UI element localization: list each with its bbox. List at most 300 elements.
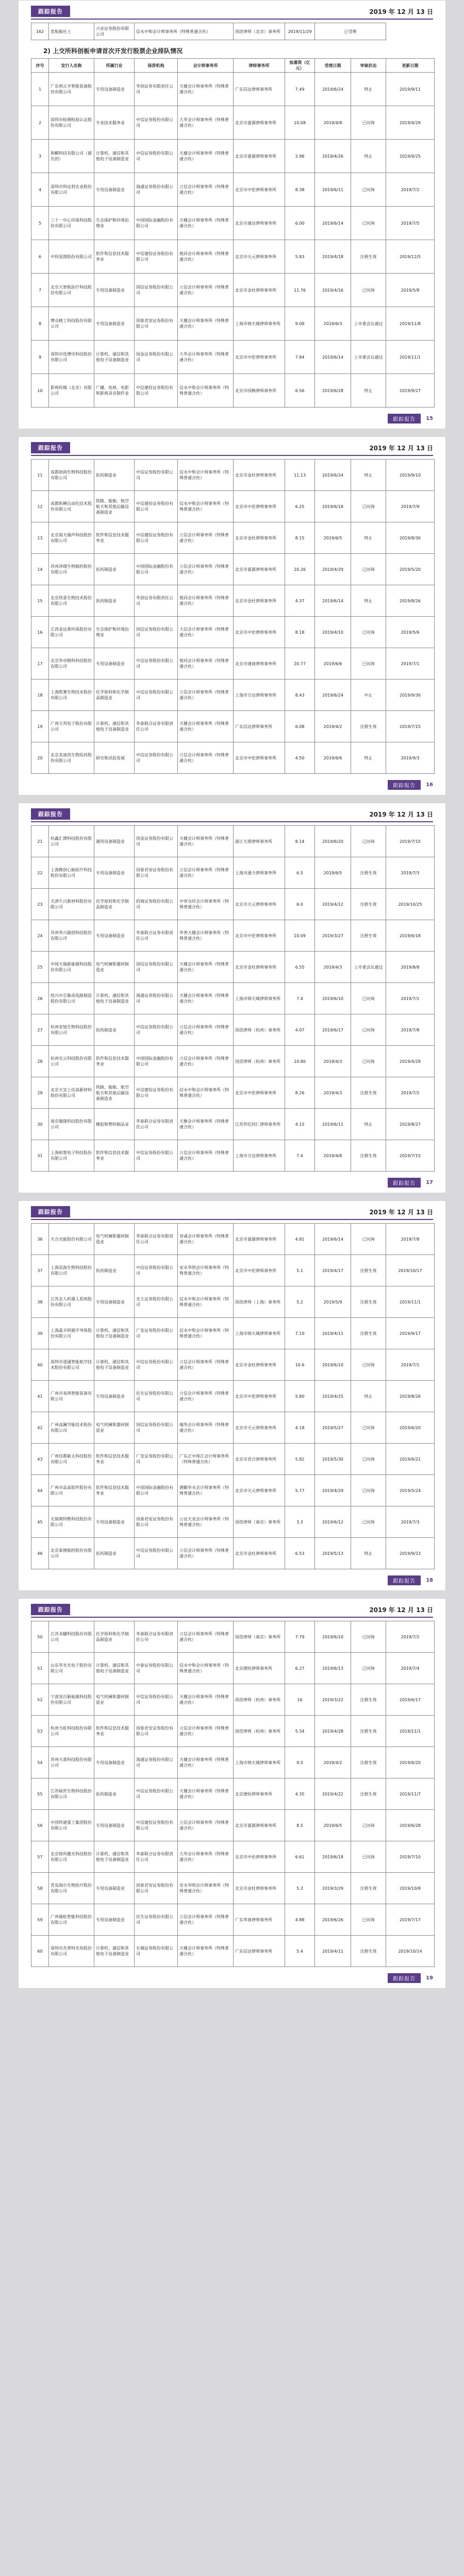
table-cell: 2019/9/25 xyxy=(386,140,435,173)
table-cell: 2019/7/15 xyxy=(386,826,435,857)
table-cell: 华泰联合证券有限责任公司 xyxy=(135,920,178,952)
table-cell: 光大证券股份有限公司 xyxy=(135,1286,178,1318)
header-date: 2019 年 12 月 13 日 xyxy=(369,8,433,15)
table-cell: 计算机、通信和其他电子设备制造业 xyxy=(94,983,135,1014)
table-cell: 2019/3/27 xyxy=(315,920,351,952)
table-cell: 5.1 xyxy=(285,1255,315,1286)
table-cell: 广东利元亨智能装备股份有限公司 xyxy=(49,73,94,106)
table-cell: 28 xyxy=(31,1046,49,1077)
table-cell: 立信会计师事务所（特殊普通合伙） xyxy=(178,1716,234,1747)
table-cell: 2019/4/26 xyxy=(315,140,351,173)
table-cell: 中国国际金融股份有限公司 xyxy=(135,1046,178,1077)
table-cell: 2019/6/18 xyxy=(315,491,351,522)
table-cell: 2019/4/8 xyxy=(315,106,351,140)
table-cell: 广州市易鸿智能装备有限公司 xyxy=(49,1381,94,1412)
table-cell: 6.00 xyxy=(285,207,315,240)
table-cell: 4.07 xyxy=(285,1014,315,1046)
table-cell: 山东华光光电子股份有限公司 xyxy=(49,1653,94,1684)
table-cell: 注册生效 xyxy=(351,1778,386,1810)
table-cell: 2019/4/3 xyxy=(315,1077,351,1109)
table-cell: 2019/6/14 xyxy=(315,1224,351,1255)
column-header: 发行人名称 xyxy=(49,59,94,73)
table-cell: 注册生效 xyxy=(351,857,386,889)
table-row xyxy=(31,711,435,742)
table-cell: 4 xyxy=(31,173,49,207)
table-cell: 2019/5/9 xyxy=(315,1286,351,1318)
header-date: 2019 年 12 月 13 日 xyxy=(369,1209,433,1216)
table-cell: 2019/4/29 xyxy=(386,1046,435,1077)
table-cell: 浙江天册律师事务所 xyxy=(234,826,285,857)
table-cell: 7.79 xyxy=(285,1621,315,1653)
table-row xyxy=(31,1873,435,1904)
table-cell: 26 xyxy=(31,983,49,1014)
table-cell: 18 xyxy=(31,680,49,711)
table-cell: 162 xyxy=(31,23,49,40)
table-cell: 11 xyxy=(31,460,49,491)
table-cell: 国金证券股份有限公司 xyxy=(135,341,178,374)
table-cell: 苏州华兴源创科技股份有限公司 xyxy=(49,920,94,952)
table-cell: 2019/6/18 xyxy=(386,920,435,952)
table-cell: 上海晶丰明源半导体股份有限公司 xyxy=(49,1318,94,1349)
table-cell: 北京市通商律师事务所 xyxy=(234,648,285,680)
table-row xyxy=(31,983,435,1014)
table-cell: 15 xyxy=(31,585,49,617)
table-cell: 注册生效 xyxy=(351,1873,386,1904)
table-cell: 深圳市优博讯科技股份有限公司 xyxy=(49,341,94,374)
table-cell: 南京聚隆科技股份有限公司 xyxy=(49,1109,94,1140)
table-row xyxy=(31,1904,435,1936)
table-cell: 天健会计师事务所（特殊普通合伙） xyxy=(178,711,234,742)
table-cell: 国泰君安证券股份有限公司 xyxy=(135,1873,178,1904)
table-cell: 国信证券股份有限公司 xyxy=(135,1412,178,1444)
table-cell: 11.76 xyxy=(285,274,315,307)
table-cell: 德勤华永会计师事务所（特殊普通合伙） xyxy=(178,1475,234,1506)
table-cell: 国浩律师（杭州）事务所 xyxy=(234,1046,285,1077)
table-cell: 7.10 xyxy=(285,1318,315,1349)
table-cell: 和麒科技有限公司（源氏的） xyxy=(49,140,94,173)
table-row xyxy=(31,1286,435,1318)
table-cell: 上海市方达律师事务所 xyxy=(234,1140,285,1172)
table-cell: 24 xyxy=(31,920,49,952)
header-date: 2019 年 12 月 13 日 xyxy=(369,445,433,452)
header-date: 2019 年 12 月 13 日 xyxy=(369,1606,433,1614)
table-cell: 2019/6/28 xyxy=(386,1810,435,1841)
table-cell: 上海市锦天城律师事务所 xyxy=(234,1747,285,1778)
table-cell: 59 xyxy=(31,1904,49,1936)
table-cell: 立信会计师事务所（特殊普通合伙） xyxy=(178,1046,234,1077)
table-cell: 2019/4/2 xyxy=(315,1747,351,1778)
table-cell: 5.77 xyxy=(285,1475,315,1506)
table-row xyxy=(31,491,435,522)
table-cell: 36 xyxy=(31,1224,49,1255)
table-cell: 4.81 xyxy=(285,1224,315,1255)
table-cell: 北京市天元律师事务所 xyxy=(234,240,285,274)
table-cell: 杭州当虹科技股份有限公司 xyxy=(49,1716,94,1747)
table-cell: 2019/7/8 xyxy=(386,1014,435,1046)
table-cell: 成都雨润生物科技股份有限公司 xyxy=(49,460,94,491)
table-cell: 国浩律师（上海）事务所 xyxy=(234,1286,285,1318)
table-cell: 注册生效 xyxy=(351,1318,386,1349)
table-cell: 北京市金杜律师事务所 xyxy=(234,274,285,307)
table-cell: 中信建投证券股份有限公司 xyxy=(135,374,178,408)
table-cell: 国浩律师（北京）事务所 xyxy=(234,23,285,40)
footer-badge: 跟踪报告 xyxy=(388,414,421,423)
table-cell: 信永中和会计师事务所（特殊普通合伙） xyxy=(178,460,234,491)
table-cell: 北京市国枫律师事务所 xyxy=(234,374,285,408)
table-cell: 北京市金杜律师事务所 xyxy=(234,1349,285,1381)
table-cell: 北京市中伦律师事务所 xyxy=(234,1841,285,1873)
table-cell: 国浩律师（南京）事务所 xyxy=(234,1621,285,1653)
table-cell: 中科星图股份有限公司 xyxy=(49,240,94,274)
table-row xyxy=(31,1255,435,1286)
table-cell: 专用设备制造业 xyxy=(94,173,135,207)
table-cell: 6.25 xyxy=(285,491,315,522)
table-cell: 2019/3/22 xyxy=(315,1684,351,1716)
table-cell: 22 xyxy=(31,857,49,889)
table-cell: 5.34 xyxy=(285,1716,315,1747)
table-cell: 2019/9/10 xyxy=(386,460,435,491)
table-cell: 深圳市科达利实业股份有限公司 xyxy=(49,173,94,207)
table-cell: 2019/8/26 xyxy=(386,585,435,617)
column-header: 审核状态 xyxy=(351,59,386,73)
footer-badge: 跟踪报告 xyxy=(388,780,421,790)
table-cell: 已问询 xyxy=(351,106,386,140)
report-page xyxy=(18,0,446,429)
table-cell: 2019/11/7 xyxy=(386,1778,435,1810)
table-cell: 安永华明会计师事务所（特殊普通合伙） xyxy=(178,1873,234,1904)
table-cell: 成都纵横自动化技术股份有限公司 xyxy=(49,491,94,522)
table-cell: 国浩律师（杭州）事务所 xyxy=(234,1014,285,1046)
report-page xyxy=(18,803,446,1193)
table-cell: 国浩律师（南京）事务所 xyxy=(234,1506,285,1538)
table-cell: 已问询 xyxy=(351,274,386,307)
table-cell: 信永中和会计师事务所（特殊普通合伙） xyxy=(178,1318,234,1349)
header-rule xyxy=(31,1617,433,1618)
table-cell: 2019/4/10 xyxy=(315,617,351,648)
table-cell: 2019/6/24 xyxy=(315,73,351,106)
table-cell: 北京市天元律师事务所 xyxy=(234,1412,285,1444)
table-row xyxy=(31,106,435,140)
table-cell: 中信建投证券股份有限公司 xyxy=(135,1077,178,1109)
table-cell: 北京德恒律师事务所 xyxy=(234,1653,285,1684)
table-cell: 北京市中伦律师事务所 xyxy=(234,173,285,207)
table-cell: 16 xyxy=(285,1684,315,1716)
table-cell: 19 xyxy=(31,711,49,742)
table-cell: 软件和信息技术服务业 xyxy=(94,1475,135,1506)
ipo-queue-table xyxy=(31,459,435,774)
table-cell: 注册生效 xyxy=(351,1684,386,1716)
table-cell: 影视传媒（北京）有限公司 xyxy=(49,374,94,408)
column-header: 保荐机构 xyxy=(135,59,178,73)
table-cell: 2019/5/20 xyxy=(386,554,435,585)
table-cell: 57 xyxy=(31,1841,49,1873)
table-cell: 天健会计师事务所（特殊普通合伙） xyxy=(178,983,234,1014)
table-row xyxy=(31,742,435,774)
table-cell: 2019/3/29 xyxy=(315,1873,351,1904)
table-cell: 国泰君安证券股份有限公司 xyxy=(135,857,178,889)
table-cell: 2019/6/10 xyxy=(315,1349,351,1381)
table-cell: 2.96 xyxy=(285,140,315,173)
table-cell: 博众精工科技股份有限公司 xyxy=(49,307,94,341)
table-cell: 2019/7/8 xyxy=(386,1224,435,1255)
table-cell: 已问询 xyxy=(351,1412,386,1444)
table-cell: 专用设备制造业 xyxy=(94,857,135,889)
section-title: 2) 上交所科创板申请首次开发行股票企业排队情况 xyxy=(43,47,183,55)
table-cell: 2019/7/1 xyxy=(386,1349,435,1381)
page-header xyxy=(31,442,433,453)
page-header xyxy=(31,808,433,820)
table-cell: 北京市中伦律师事务所 xyxy=(234,920,285,952)
table-cell: 2019/8/30 xyxy=(386,522,435,554)
table-cell: 10.08 xyxy=(285,106,315,140)
table-cell: 9.5 xyxy=(285,1747,315,1778)
table-row xyxy=(31,1621,435,1653)
table-cell: 注册生效 xyxy=(351,920,386,952)
table-cell: 国信证券股份有限公司 xyxy=(135,952,178,983)
table-cell: 软件和信息技术服务业 xyxy=(94,1140,135,1172)
table-cell: 已问询 xyxy=(351,1506,386,1538)
page-number: 15 xyxy=(426,416,433,421)
table-cell: 医药制造业 xyxy=(94,460,135,491)
table-cell: 广东信达律师事务所 xyxy=(234,1936,285,1967)
table-cell: 专用设备制造业 xyxy=(94,1381,135,1412)
table-cell: 华创证券有限责任公司 xyxy=(135,585,178,617)
table-cell: 4.15 xyxy=(285,1109,315,1140)
table-cell: 北京市金杜律师事务所 xyxy=(234,460,285,491)
table-cell: 计算机、通信和其他电子设备制造业 xyxy=(94,711,135,742)
table-cell: 52 xyxy=(31,1684,49,1716)
table-cell: 6.53 xyxy=(285,1538,315,1569)
table-cell: 2019/6/13 xyxy=(315,1653,351,1684)
table-cell: 20.77 xyxy=(285,648,315,680)
table-cell: 中信证券股份有限公司 xyxy=(135,1140,178,1172)
table-cell: 2019/11/29 xyxy=(285,23,315,40)
table-cell: 北京市中伦律师事务所 xyxy=(234,617,285,648)
table-cell: 2019/10/17 xyxy=(386,1255,435,1286)
table-cell: 北京市中伦律师事务所 xyxy=(234,1381,285,1412)
table-cell: 专用设备制造业 xyxy=(94,1873,135,1904)
table-cell: 海通证券股份有限公司 xyxy=(135,1747,178,1778)
table-cell: 2019/7/15 xyxy=(386,1140,435,1172)
table-cell: 53 xyxy=(31,1716,49,1747)
table-cell: 17 xyxy=(31,648,49,680)
table-cell: 专用设备制造业 xyxy=(94,1747,135,1778)
table-cell: 中信证券股份有限公司 xyxy=(135,648,178,680)
table-cell: 2019/4/11 xyxy=(315,1936,351,1967)
table-cell: 2019/6/14 xyxy=(315,585,351,617)
table-cell: 上海柏楚电子科技股份有限公司 xyxy=(49,1140,94,1172)
table-cell: 7.4 xyxy=(285,1140,315,1172)
header-badge: 跟踪报告 xyxy=(31,1206,70,1217)
table-cell: 北京市嘉源律师事务所 xyxy=(234,106,285,140)
table-cell: 华泰联合证券有限责任公司 xyxy=(135,711,178,742)
table-cell: 北京市金杜律师事务所 xyxy=(234,1873,285,1904)
table-cell: 计算机、通信和其他电子设备制造业 xyxy=(94,1349,135,1381)
table-cell: 国泰君安证券股份有限公司 xyxy=(135,1506,178,1538)
table-cell: 中信证券股份有限公司 xyxy=(135,140,178,173)
table-cell: 化学原料和化学制品制造业 xyxy=(94,680,135,711)
footer-badge: 跟踪报告 xyxy=(388,1973,421,1983)
table-cell: 北京市中伦律师事务所 xyxy=(234,491,285,522)
table-cell: 39 xyxy=(31,1318,49,1349)
table-cell: 广州高澜节能技术股份有限公司 xyxy=(49,1412,94,1444)
table-cell: 已问询 xyxy=(351,1046,386,1077)
table-cell: 信永中和会计师事务所（特殊普通合伙） xyxy=(135,23,234,40)
table-row xyxy=(31,73,435,106)
table-row xyxy=(31,648,435,680)
table-cell: 6.61 xyxy=(285,1841,315,1873)
table-cell: 7.84 xyxy=(285,341,315,374)
table-cell: 大信会计师事务所（特殊普通合伙） xyxy=(178,617,234,648)
table-cell: 2019/5/8 xyxy=(386,274,435,307)
table-cell: 2019/11/8 xyxy=(386,307,435,341)
table-cell: 广东正中珠江会计师事务所（特殊普通合伙） xyxy=(178,1444,234,1475)
table-cell: 北京德恒律师事务所 xyxy=(234,1778,285,1810)
table-cell: 已问询 xyxy=(351,1224,386,1255)
table-cell: 北京市嘉源律师事务所 xyxy=(234,140,285,173)
table-row xyxy=(31,1653,435,1684)
table-cell: 5.80 xyxy=(285,1381,315,1412)
footer-badge: 跟踪报告 xyxy=(388,1575,421,1585)
header-badge: 跟踪报告 xyxy=(31,442,70,453)
table-cell: 国金证券股份有限公司 xyxy=(135,826,178,857)
table-row xyxy=(31,23,435,40)
table-cell: 江苏世纪同仁律师事务所 xyxy=(234,1109,285,1140)
table-cell: 立信会计师事务所（特殊普通合伙） xyxy=(178,522,234,554)
table-cell: 广州佳都新太科技股份有限公司 xyxy=(49,1444,94,1475)
page-footer xyxy=(31,780,433,790)
table-cell: 华泰联合证券有限责任公司 xyxy=(135,1224,178,1255)
table-cell: 2019/6/24 xyxy=(315,460,351,491)
table-cell: 北京市中伦律师事务所 xyxy=(234,341,285,374)
table-cell: 2019/8/27 xyxy=(386,1109,435,1140)
table-cell: 立信会计师事务所（特殊普通合伙） xyxy=(178,1904,234,1936)
page-number: 19 xyxy=(426,1975,433,1981)
table-cell: 上海市锦天城律师事务所 xyxy=(234,307,285,341)
table-cell: 2019/4/16 xyxy=(315,274,351,307)
table-cell: 苏州泽璟生物制药股份有限公司 xyxy=(49,554,94,585)
table-cell: 2019/7/4 xyxy=(386,1653,435,1684)
table-cell: 14 xyxy=(31,554,49,585)
table-cell: 已问询 xyxy=(351,648,386,680)
table-cell: 2019/6/26 xyxy=(315,1904,351,1936)
page-number: 16 xyxy=(426,782,433,788)
table-cell: 2019/8/8 xyxy=(386,952,435,983)
table-cell: 北京市金杜律师事务所 xyxy=(234,585,285,617)
table-cell: 2019/7/1 xyxy=(386,983,435,1014)
table-cell: 中国天瑞新能源科技股份有限公司 xyxy=(49,952,94,983)
table-cell: 2019/9/3 xyxy=(386,742,435,774)
table-cell: 专用设备制造业 xyxy=(94,1286,135,1318)
table-cell: 已问询 xyxy=(351,826,386,857)
table-cell: 上海市方达律师事务所 xyxy=(234,680,285,711)
table-cell: 天健会计师事务所（特殊普通合伙） xyxy=(178,1684,234,1716)
table-row xyxy=(31,889,435,920)
table-cell: 专用设备制造业 xyxy=(94,648,135,680)
table-cell: 海通证券股份有限公司 xyxy=(135,173,178,207)
table-cell: 瑞华会计师事务所（特殊普通合伙） xyxy=(178,1412,234,1444)
table-cell: 天健会计师事务所（特殊普通合伙） xyxy=(178,952,234,983)
table-cell: 2019/9/27 xyxy=(386,374,435,408)
table-cell: 2019/11/1 xyxy=(386,341,435,374)
table-cell: 华泰联合证券有限责任公司 xyxy=(135,1841,178,1873)
table-cell: 23 xyxy=(31,889,49,920)
table-cell: 6.5 xyxy=(285,857,315,889)
page-footer xyxy=(31,1178,433,1188)
table-cell: 2019/4/2 xyxy=(315,711,351,742)
table-cell: 软件和信息技术服务业 xyxy=(94,240,135,274)
header-date: 2019 年 12 月 13 日 xyxy=(369,811,433,818)
table-cell: 25 xyxy=(31,952,49,983)
table-cell: 2019/10/8 xyxy=(386,1873,435,1904)
table-cell: 信永中和会计师事务所（特殊普通合伙） xyxy=(178,1077,234,1109)
table-cell: 2019/6/10 xyxy=(315,983,351,1014)
table-cell: 终止 xyxy=(351,585,386,617)
table-cell: 通用设备制造业 xyxy=(94,826,135,857)
table-cell: 37 xyxy=(31,1255,49,1286)
table-cell: 兴业证券股份有限公司 xyxy=(94,23,135,40)
table-cell: 致同会计师事务所（特殊普通合伙） xyxy=(178,648,234,680)
column-header: 序号 xyxy=(31,59,49,73)
table-cell: 2019/7/3 xyxy=(386,857,435,889)
table-cell: 医药制造业 xyxy=(94,585,135,617)
table-row xyxy=(31,1538,435,1569)
table-cell: 北京市天元律师事务所 xyxy=(234,1475,285,1506)
table-cell: 北京市金杜律师事务所 xyxy=(234,522,285,554)
table-row xyxy=(31,1778,435,1810)
table-cell: 8 xyxy=(31,307,49,341)
table-cell: 信永中和会计师事务所（特殊普通合伙） xyxy=(178,1286,234,1318)
table-cell: 天健会计师事务所（特殊普通合伙） xyxy=(178,207,234,240)
table-cell: 2019/7/2 xyxy=(386,1621,435,1653)
table-cell: 注册生效 xyxy=(351,1140,386,1172)
table-cell: 4.50 xyxy=(285,742,315,774)
page-footer xyxy=(31,1575,433,1585)
table-cell: 国浩律师（杭州）事务所 xyxy=(234,1716,285,1747)
table-cell: 中信证券股份有限公司 xyxy=(135,1255,178,1286)
table-cell: 已问询 xyxy=(351,1014,386,1046)
table-cell: 40 xyxy=(31,1349,49,1381)
table-cell: 天健会计师事务所（特殊普通合伙） xyxy=(178,1936,234,1967)
table-cell: 中国国际金融股份有限公司 xyxy=(135,207,178,240)
ipo-queue-table xyxy=(31,1223,435,1569)
table-cell: 天健会计师事务所（特殊普通合伙） xyxy=(178,1778,234,1810)
table-cell: 3.3 xyxy=(285,1506,315,1538)
table-cell: 上海凯赛生物技术股份有限公司 xyxy=(49,680,94,711)
table-cell: 专用设备制造业 xyxy=(94,1506,135,1538)
table-cell: 软件和信息技术服务业 xyxy=(94,1046,135,1077)
table-cell: 立信会计师事务所（特殊普通合伙） xyxy=(178,1140,234,1172)
table-cell: 北京市嘉源律师事务所 xyxy=(234,554,285,585)
table-cell: 电气机械和器材制造业 xyxy=(94,1412,135,1444)
table-cell: 上海昊海生物科技股份有限公司 xyxy=(49,1255,94,1286)
page-number: 18 xyxy=(426,1578,433,1583)
table-cell: 江西金达莱环保股份有限公司 xyxy=(49,617,94,648)
table-cell: 电气机械和器材制造业 xyxy=(94,1224,135,1255)
table-header-row xyxy=(31,59,435,73)
table-row xyxy=(31,617,435,648)
table-cell: 北京市康达律师事务所 xyxy=(234,207,285,240)
table-cell: 天健会计师事务所（特殊普通合伙） xyxy=(178,1747,234,1778)
table-cell: 6.55 xyxy=(285,952,315,983)
table-cell: 中信建投证券股份有限公司 xyxy=(135,522,178,554)
table-cell: 6.27 xyxy=(285,1653,315,1684)
table-cell: 中信证券股份有限公司 xyxy=(135,460,178,491)
table-cell: 深圳市检测检验认证股份有限公司 xyxy=(49,106,94,140)
table-cell: 专用设备制造业 xyxy=(94,1810,135,1841)
table-cell: 2019/6/3 xyxy=(315,307,351,341)
table-cell: 医药制造业 xyxy=(94,1778,135,1810)
